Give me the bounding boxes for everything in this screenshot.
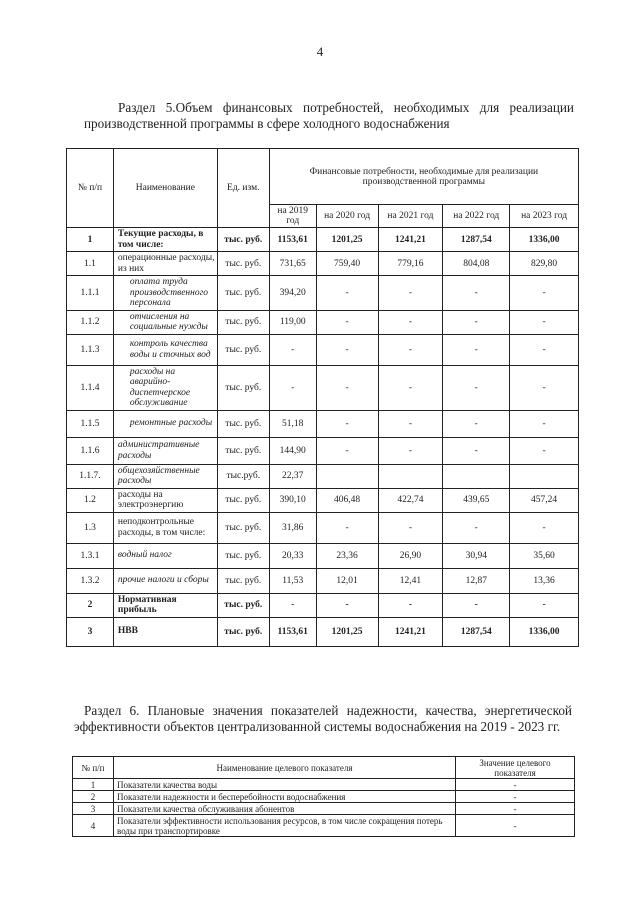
row-name: Текущие расходы, в том числе:	[113, 228, 217, 252]
row-value: -	[510, 437, 579, 464]
row-value: 51,18	[269, 410, 316, 437]
row-value: -	[510, 276, 579, 311]
row-value: -	[510, 593, 579, 617]
table-row	[67, 568, 579, 593]
row-value: 35,60	[510, 543, 579, 568]
row-value: 829,80	[510, 252, 579, 276]
row-unit: тыс. руб.	[217, 228, 269, 252]
row-num: 1.3	[67, 512, 114, 543]
row-value: 12,41	[378, 568, 443, 593]
table-row	[67, 464, 579, 488]
row-value	[510, 464, 579, 488]
row-name: оплата труда производственного персонала	[113, 276, 217, 311]
row-value: 1336,00	[510, 228, 579, 252]
section5-title-line1: Раздел 5.Объем финансовых потребностей, необходимых для реализации	[118, 100, 574, 115]
row-value: 439,65	[443, 488, 510, 512]
row-unit: тыс. руб.	[217, 252, 269, 276]
row-value: 119,00	[269, 310, 316, 334]
row-value: 1153,61	[269, 228, 316, 252]
header-year: на 2020 год	[316, 205, 378, 228]
row-value	[443, 464, 510, 488]
row-value: -	[443, 334, 510, 365]
row-num: 1.1.4	[67, 365, 114, 410]
row-value: -	[316, 512, 378, 543]
table-row	[67, 512, 579, 543]
header-unit: Ед. изм.	[217, 149, 269, 228]
indicator-num: 1	[73, 779, 114, 791]
table-row	[73, 815, 575, 837]
row-num: 1.3.1	[67, 543, 114, 568]
row-value: -	[316, 437, 378, 464]
indicator-value: -	[456, 791, 575, 803]
row-name: операционные расходы, из них	[113, 252, 217, 276]
table-row	[67, 334, 579, 365]
header-year: на 2022 год	[443, 205, 510, 228]
table-row	[73, 803, 575, 815]
row-value: -	[443, 410, 510, 437]
indicator-name: Показатели качества воды	[114, 779, 456, 791]
row-value: 1336,00	[510, 617, 579, 646]
table-row	[67, 543, 579, 568]
row-num: 1.3.2	[67, 568, 114, 593]
row-num: 1.1	[67, 252, 114, 276]
section6-title-line2: эффективности объектов централизованной системы водоснабжения на 2019 - 2023 гг.	[74, 719, 561, 734]
header-year: на 2023 год	[510, 205, 579, 228]
row-value: -	[443, 276, 510, 311]
row-name: водный налог	[113, 543, 217, 568]
table-row	[67, 276, 579, 311]
row-value: -	[316, 334, 378, 365]
section6-title-line1: Раздел 6. Плановые значения показателей надежности, качества, энергетической	[84, 703, 572, 718]
indicator-value: -	[456, 779, 575, 791]
row-value: 11,53	[269, 568, 316, 593]
header-name: Наименование	[113, 149, 217, 228]
row-num: 1.1.6	[67, 437, 114, 464]
row-name: контроль качества воды и сточных вод	[113, 334, 217, 365]
row-name: неподконтрольные расходы, в том числе:	[113, 512, 217, 543]
row-name: общехозяйственные расходы	[113, 464, 217, 488]
financial-needs-table	[66, 148, 579, 647]
row-num: 1.1.1	[67, 276, 114, 311]
row-value: -	[316, 276, 378, 311]
row-value: -	[443, 437, 510, 464]
row-unit: тыс. руб.	[217, 568, 269, 593]
row-value: -	[510, 410, 579, 437]
row-value: 731,65	[269, 252, 316, 276]
indicator-value: -	[456, 815, 575, 837]
row-value: -	[378, 437, 443, 464]
row-num: 1.1.5	[67, 410, 114, 437]
row-value: 30,94	[443, 543, 510, 568]
row-value: 1287,54	[443, 617, 510, 646]
row-value: 12,87	[443, 568, 510, 593]
row-value: 26,90	[378, 543, 443, 568]
target-indicators-table	[72, 756, 575, 837]
row-value: -	[378, 512, 443, 543]
row-name: ремонтные расходы	[113, 410, 217, 437]
header-indicator-value: Значение целевого показателя	[456, 757, 575, 779]
table-row	[67, 593, 579, 617]
page-number: 4	[316, 44, 324, 59]
row-value: 804,08	[443, 252, 510, 276]
indicator-name: Показатели качества обслуживания абонентов	[114, 803, 456, 815]
row-value: -	[510, 310, 579, 334]
row-name: расходы на электроэнергию	[113, 488, 217, 512]
row-num: 1.1.7.	[67, 464, 114, 488]
table-row	[73, 779, 575, 791]
table-row	[67, 228, 579, 252]
row-value: -	[316, 310, 378, 334]
indicator-value: -	[456, 803, 575, 815]
row-value: 779,16	[378, 252, 443, 276]
table-row	[67, 410, 579, 437]
row-value: -	[316, 410, 378, 437]
row-name: Нормативная прибыль	[113, 593, 217, 617]
row-value: 31,86	[269, 512, 316, 543]
row-num: 3	[67, 617, 114, 646]
row-value: 1241,21	[378, 617, 443, 646]
section5-title-line2: производственной программы в сфере холодного водоснабжения	[84, 116, 450, 131]
row-unit: тыс. руб.	[217, 617, 269, 646]
row-value: -	[510, 365, 579, 410]
row-value: 406,48	[316, 488, 378, 512]
row-unit: тыс. руб.	[217, 512, 269, 543]
row-value: 1201,25	[316, 228, 378, 252]
header-financial: Финансовые потребности, необходимые для реализации производственной программы	[269, 149, 578, 205]
header-year: на 2019 год	[269, 205, 316, 228]
row-unit: тыс.руб.	[217, 464, 269, 488]
row-value	[378, 464, 443, 488]
row-value: 1201,25	[316, 617, 378, 646]
row-value: -	[378, 276, 443, 311]
row-num: 1.1.3	[67, 334, 114, 365]
row-value: -	[443, 512, 510, 543]
row-value: -	[378, 334, 443, 365]
indicator-name: Показатели надежности и бесперебойности водоснабжения	[114, 791, 456, 803]
header-year: на 2021 год	[378, 205, 443, 228]
row-value: -	[269, 334, 316, 365]
row-value: 394,20	[269, 276, 316, 311]
row-num: 1.1.2	[67, 310, 114, 334]
table-row	[67, 252, 579, 276]
section5-title	[84, 100, 574, 132]
row-name: прочие налоги и сборы	[113, 568, 217, 593]
row-unit: тыс. руб.	[217, 276, 269, 311]
row-num: 1	[67, 228, 114, 252]
row-value: 12,01	[316, 568, 378, 593]
row-value: 1153,61	[269, 617, 316, 646]
row-value: 759,40	[316, 252, 378, 276]
table-row	[67, 310, 579, 334]
row-unit: тыс. руб.	[217, 488, 269, 512]
row-value: 23,36	[316, 543, 378, 568]
row-value: -	[443, 593, 510, 617]
row-value: -	[443, 365, 510, 410]
row-name: отчисления на социальные нужды	[113, 310, 217, 334]
row-value: 1287,54	[443, 228, 510, 252]
row-value	[316, 464, 378, 488]
indicator-name: Показатели эффективности использования ресурсов, в том числе сокращения потерь воды при транспортировке	[114, 815, 456, 837]
row-unit: тыс. руб.	[217, 310, 269, 334]
row-unit: тыс. руб.	[217, 410, 269, 437]
table-row	[73, 791, 575, 803]
row-unit: тыс. руб.	[217, 334, 269, 365]
table-row	[67, 437, 579, 464]
row-value: -	[378, 310, 443, 334]
indicators-table-body	[73, 779, 575, 837]
financial-table-body	[67, 228, 579, 647]
header-num: № п/п	[73, 757, 114, 779]
row-num: 2	[67, 593, 114, 617]
row-unit: тыс. руб.	[217, 437, 269, 464]
row-value: -	[443, 310, 510, 334]
row-value: 457,24	[510, 488, 579, 512]
table-row	[67, 488, 579, 512]
row-value: -	[269, 365, 316, 410]
section6-title	[74, 703, 572, 735]
header-num: № п/п	[67, 149, 114, 228]
header-indicator-name: Наименование целевого показателя	[114, 757, 456, 779]
row-value: 13,36	[510, 568, 579, 593]
row-unit: тыс. руб.	[217, 593, 269, 617]
row-value: 1241,21	[378, 228, 443, 252]
row-value: -	[510, 334, 579, 365]
table-row	[67, 365, 579, 410]
row-name: НВВ	[113, 617, 217, 646]
row-value: -	[378, 365, 443, 410]
row-value: -	[316, 365, 378, 410]
row-value: 22,37	[269, 464, 316, 488]
row-name: расходы на аварийно-диспетчерское обслуживание	[113, 365, 217, 410]
table-row	[67, 617, 579, 646]
row-value: -	[510, 512, 579, 543]
indicator-num: 3	[73, 803, 114, 815]
indicator-num: 2	[73, 791, 114, 803]
row-unit: тыс. руб.	[217, 365, 269, 410]
row-value: 20,33	[269, 543, 316, 568]
row-value: 390,10	[269, 488, 316, 512]
row-unit: тыс. руб.	[217, 543, 269, 568]
row-value: -	[316, 593, 378, 617]
indicator-num: 4	[73, 815, 114, 837]
row-value: -	[378, 593, 443, 617]
row-name: административные расходы	[113, 437, 217, 464]
row-value: -	[378, 410, 443, 437]
row-value: 422,74	[378, 488, 443, 512]
row-value: 144,90	[269, 437, 316, 464]
row-value: -	[269, 593, 316, 617]
row-num: 1.2	[67, 488, 114, 512]
